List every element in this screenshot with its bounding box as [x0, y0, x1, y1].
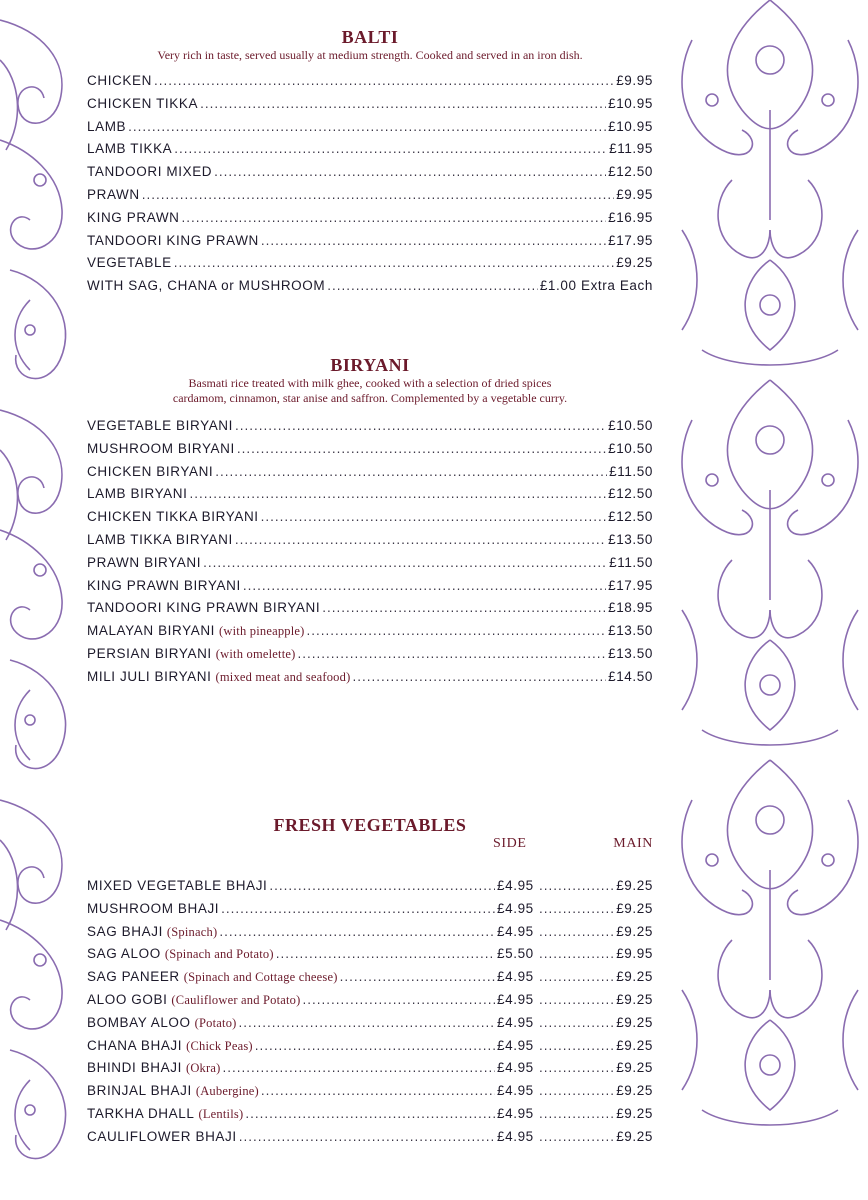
- menu-item-row: [87, 187, 653, 210]
- item-note: (Lentils): [198, 1106, 244, 1121]
- item-note: (mixed meat and seafood): [215, 669, 351, 684]
- item-note: (Cauliflower and Potato): [171, 992, 301, 1007]
- item-note: (Chick Peas): [186, 1038, 253, 1053]
- item-price: £11.50: [609, 554, 653, 570]
- dot-leader: [539, 1106, 615, 1121]
- dot-leader: [261, 509, 606, 524]
- dot-leader: [214, 164, 606, 179]
- dot-leader: [221, 901, 495, 916]
- biryani-title: BIRYANI: [330, 355, 410, 375]
- item-price: £10.95: [608, 118, 653, 134]
- vegetables-column-headers: [87, 836, 653, 856]
- menu-item-row: [87, 119, 653, 142]
- main-price: £9.25: [616, 1083, 653, 1099]
- menu-item-row: [87, 532, 653, 555]
- main-price: £9.25: [616, 1128, 653, 1144]
- menu-item-row: [87, 878, 653, 901]
- dot-leader: [269, 878, 495, 893]
- main-price: £9.25: [616, 1014, 653, 1030]
- vegetables-list: [87, 878, 653, 1152]
- dot-leader: [539, 878, 615, 893]
- side-price: £4.95: [497, 1037, 534, 1053]
- dot-leader: [261, 1083, 495, 1098]
- dot-leader: [239, 1015, 495, 1030]
- item-name: MILI JULI BIRYANI: [87, 668, 212, 684]
- dot-leader: [539, 1038, 615, 1053]
- right-ornament-border: [672, 0, 868, 1200]
- item-price: £1.00 Extra Each: [539, 278, 653, 294]
- vegetables-section: [87, 814, 653, 1152]
- side-price: £4.95: [497, 900, 534, 916]
- side-price: £4.95: [497, 991, 534, 1007]
- item-name: CHICKEN TIKKA BIRYANI: [87, 509, 259, 525]
- dot-leader: [352, 669, 606, 684]
- main-price: £9.25: [616, 878, 653, 893]
- item-name: WITH SAG, CHANA or MUSHROOM: [87, 278, 326, 294]
- item-name: PRAWN BIRYANI: [87, 554, 202, 570]
- menu-item-row: [87, 73, 653, 96]
- dot-leader: [539, 924, 615, 939]
- main-price: £9.25: [616, 900, 653, 916]
- item-price: £16.95: [608, 209, 653, 225]
- menu-item-row: [87, 924, 653, 947]
- item-note: (Spinach): [166, 924, 218, 939]
- biryani-section: [87, 354, 653, 692]
- item-price: £13.50: [608, 531, 653, 547]
- item-price: £17.95: [608, 232, 653, 248]
- side-price: £4.95: [497, 1128, 534, 1144]
- main-price: £9.25: [616, 991, 653, 1007]
- dot-leader: [539, 992, 615, 1007]
- menu-item-row: [87, 210, 653, 233]
- dot-leader: [539, 1015, 615, 1030]
- side-price: £4.95: [497, 878, 534, 893]
- item-price: £13.50: [608, 645, 653, 661]
- left-ornament-border: [0, 0, 82, 1200]
- item-name: MALAYAN BIRYANI: [87, 623, 216, 639]
- side-price: £4.95: [497, 923, 534, 939]
- dot-leader: [219, 924, 495, 939]
- balti-list: [87, 73, 653, 301]
- menu-item-row: [87, 992, 653, 1015]
- menu-item-row: [87, 946, 653, 969]
- main-price: £9.25: [616, 969, 653, 985]
- dot-leader: [239, 1129, 495, 1144]
- dot-leader: [327, 278, 538, 293]
- menu-item-row: [87, 278, 653, 301]
- dot-leader: [203, 555, 607, 570]
- dot-leader: [189, 486, 606, 501]
- dot-leader: [261, 233, 606, 248]
- main-price: £9.25: [616, 923, 653, 939]
- item-price: £10.95: [608, 95, 653, 111]
- item-name: SAG ALOO: [87, 946, 161, 962]
- item-price: £10.50: [608, 418, 653, 433]
- item-note: (Okra): [185, 1061, 221, 1076]
- dot-leader: [255, 1038, 495, 1053]
- balti-description: Very rich in taste, served usually at medium strength. Cooked and served in an iron dish.: [157, 48, 583, 62]
- item-name: TANDOORI MIXED: [87, 164, 213, 180]
- item-name: BHINDI BHAJI: [87, 1060, 182, 1076]
- dot-leader: [539, 969, 615, 984]
- item-price: £17.95: [608, 577, 653, 593]
- menu-item-row: [87, 141, 653, 164]
- main-price: £9.25: [616, 1105, 653, 1121]
- item-price: £14.50: [608, 668, 653, 684]
- item-price: £12.50: [608, 164, 653, 180]
- biryani-description-line1: Basmati rice treated with milk ghee, cooked with a selection of dried spices: [188, 376, 552, 390]
- item-price: £12.50: [608, 486, 653, 502]
- item-name: CHICKEN: [87, 73, 152, 88]
- item-price: £11.95: [609, 141, 653, 157]
- menu-item-row: [87, 1015, 653, 1038]
- item-note: (with omelette): [215, 646, 296, 661]
- menu-item-row: [87, 164, 653, 187]
- item-price: £12.50: [608, 509, 653, 525]
- item-name: VEGETABLE: [87, 255, 172, 271]
- menu-item-row: [87, 1038, 653, 1061]
- menu-item-row: [87, 669, 653, 692]
- menu-item-row: [87, 233, 653, 256]
- dot-leader: [200, 96, 606, 111]
- main-column-header: MAIN: [613, 836, 653, 851]
- menu-item-row: [87, 1060, 653, 1083]
- menu-item-row: [87, 441, 653, 464]
- dot-leader: [307, 623, 607, 638]
- side-price: £4.95: [497, 1014, 534, 1030]
- dot-leader: [539, 946, 615, 961]
- dot-leader: [235, 418, 606, 433]
- item-name: LAMB BIRYANI: [87, 486, 188, 502]
- item-name: PERSIAN BIRYANI: [87, 645, 212, 661]
- menu-item-row: [87, 901, 653, 924]
- dot-leader: [237, 441, 606, 456]
- item-price: £13.50: [608, 623, 653, 639]
- dot-leader: [245, 1106, 495, 1121]
- item-note: (with pineapple): [219, 624, 305, 639]
- main-price: £9.95: [616, 946, 653, 962]
- item-name: PRAWN: [87, 186, 140, 202]
- dot-leader: [322, 600, 606, 615]
- item-price: £9.25: [616, 255, 653, 271]
- side-column-header: SIDE: [493, 836, 527, 851]
- dot-leader: [539, 901, 615, 916]
- side-price: £4.95: [497, 1105, 534, 1121]
- dot-leader: [182, 210, 607, 225]
- item-name: CHANA BHAJI: [87, 1037, 183, 1053]
- dot-leader: [298, 646, 607, 661]
- item-name: TANDOORI KING PRAWN: [87, 232, 259, 248]
- item-name: SAG PANEER: [87, 969, 180, 985]
- dot-leader: [142, 187, 614, 202]
- item-name: MIXED VEGETABLE BHAJI: [87, 878, 268, 893]
- dot-leader: [154, 73, 614, 88]
- item-name: BOMBAY ALOO: [87, 1014, 191, 1030]
- item-name: CAULIFLOWER BHAJI: [87, 1128, 237, 1144]
- item-price: £18.95: [608, 600, 653, 616]
- menu-item-row: [87, 600, 653, 623]
- menu-item-row: [87, 509, 653, 532]
- dot-leader: [243, 578, 606, 593]
- item-name: VEGETABLE BIRYANI: [87, 418, 233, 433]
- item-name: LAMB TIKKA BIRYANI: [87, 531, 233, 547]
- item-note: (Spinach and Cottage cheese): [183, 970, 338, 985]
- menu-item-row: [87, 555, 653, 578]
- menu-item-row: [87, 969, 653, 992]
- dot-leader: [303, 992, 496, 1007]
- item-price: £10.50: [608, 440, 653, 456]
- dot-leader: [128, 119, 606, 134]
- item-name: KING PRAWN: [87, 209, 180, 225]
- dot-leader: [539, 1060, 615, 1075]
- item-name: CHICKEN TIKKA: [87, 95, 199, 111]
- menu-item-row: [87, 1083, 653, 1106]
- menu-item-row: [87, 255, 653, 278]
- item-price: £11.50: [609, 463, 653, 479]
- item-note: (Aubergine): [195, 1084, 259, 1099]
- item-name: TANDOORI KING PRAWN BIRYANI: [87, 600, 321, 616]
- menu-item-row: [87, 1106, 653, 1129]
- biryani-list: [87, 418, 653, 692]
- menu-item-row: [87, 1129, 653, 1152]
- dot-leader: [222, 1060, 495, 1075]
- item-name: KING PRAWN BIRYANI: [87, 577, 241, 593]
- item-note: (Spinach and Potato): [164, 947, 274, 962]
- item-price: £9.95: [616, 186, 653, 202]
- vegetables-title: FRESH VEGETABLES: [273, 815, 467, 835]
- item-name: MUSHROOM BHAJI: [87, 900, 220, 916]
- menu-item-row: [87, 578, 653, 601]
- item-note: (Potato): [194, 1015, 237, 1030]
- menu-item-row: [87, 464, 653, 487]
- item-name: CHICKEN BIRYANI: [87, 463, 214, 479]
- side-price: £5.50: [497, 946, 534, 962]
- menu-item-row: [87, 486, 653, 509]
- dot-leader: [235, 532, 606, 547]
- menu-item-row: [87, 418, 653, 441]
- dot-leader: [539, 1129, 615, 1144]
- main-price: £9.25: [616, 1037, 653, 1053]
- item-name: LAMB TIKKA: [87, 141, 173, 157]
- dot-leader: [276, 946, 495, 961]
- balti-section: [87, 26, 653, 301]
- side-price: £4.95: [497, 969, 534, 985]
- dot-leader: [539, 1083, 615, 1098]
- menu-item-row: [87, 646, 653, 669]
- item-name: SAG BHAJI: [87, 923, 163, 939]
- menu-item-row: [87, 96, 653, 119]
- side-price: £4.95: [497, 1083, 534, 1099]
- dot-leader: [174, 255, 615, 270]
- item-name: LAMB: [87, 118, 127, 134]
- side-price: £4.95: [497, 1060, 534, 1076]
- biryani-description-line2: cardamom, cinnamon, star anise and saffron. Complemented by a vegetable curry.: [172, 391, 568, 405]
- menu-item-row: [87, 623, 653, 646]
- item-name: BRINJAL BHAJI: [87, 1083, 192, 1099]
- dot-leader: [215, 464, 607, 479]
- balti-title: BALTI: [341, 27, 399, 47]
- item-name: MUSHROOM BIRYANI: [87, 440, 235, 456]
- dot-leader: [340, 969, 495, 984]
- item-price: £9.95: [616, 73, 653, 88]
- item-name: ALOO GOBI: [87, 991, 168, 1007]
- item-name: TARKHA DHALL: [87, 1105, 195, 1121]
- main-price: £9.25: [616, 1060, 653, 1076]
- dot-leader: [174, 141, 607, 156]
